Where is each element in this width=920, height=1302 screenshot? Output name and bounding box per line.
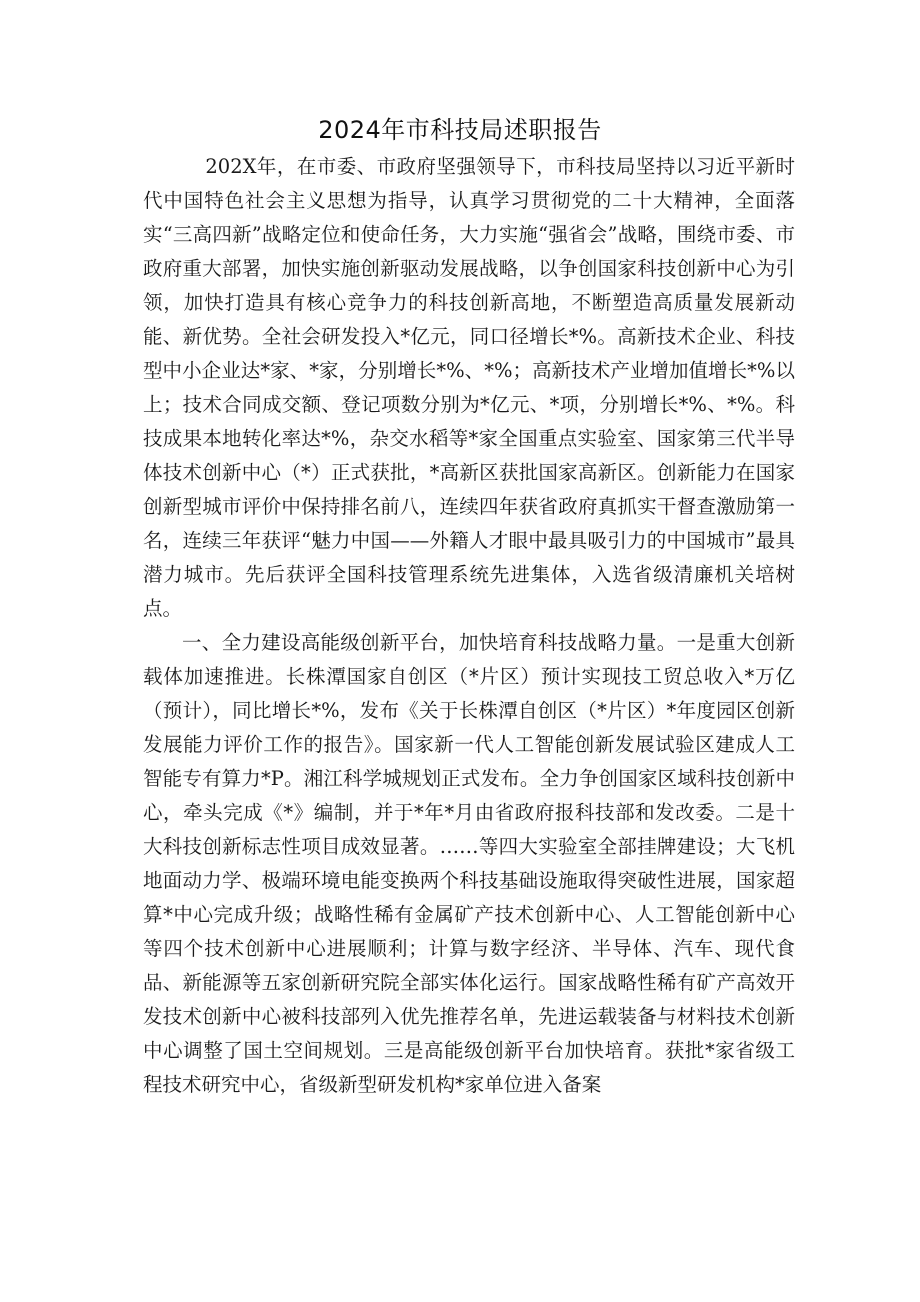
- paragraph-section-one: 一、全力建设高能级创新平台，加快培育科技战略力量。一是重大创新载体加速推进。长株潭国家自创区（*片区）预计实现技工贸总收入*万亿（预计），同比增长*%，发布《关于长株潭自创区（*片区）*年度园区创新发展能力评价工作的报告》。国家新一代人工智能创新发展试验区建成人工智能专有算力*P。湘江科学城规划正式发布。全力争创国家区域科技创新中心，牵头完成《*》编制，并于*年*月由省政府报科技部和发改委。二是十大科技创新标志性项目成效显著。……等四大实验室全部挂牌建设；大飞机地面动力学、极端环境电能变换两个科技基础设施取得突破性进展，国家超算*中心完成升级；战略性稀有金属矿产技术创新中心、人工智能创新中心等四个技术创新中心进展顺利；计算与数字经济、半导体、汽车、现代食品、新能源等五家创新研究院全部实体化运行。国家战略性稀有矿产高效开发技术创新中心被科技部列入优先推荐名单，先进运载装备与材料技术创新中心调整了国土空间规划。三是高能级创新平台加快培育。获批*家省级工程技术研究中心，省级新型研发机构*家单位进入备案: [143, 631, 795, 1096]
- paragraph-intro: 202X年，在市委、市政府坚强领导下，市科技局坚持以习近平新时代中国特色社会主义思想为指导，认真学习贯彻党的二十大精神，全面落实“三高四新”战略定位和使命任务，大力实施“强省会”战略，围绕市委、市政府重大部署，加快实施创新驱动发展战略，以争创国家科技创新中心为引领，加快打造具有核心竞争力的科技创新高地，不断塑造高质量发展新动能、新优势。全社会研发投入*亿元，同口径增长*%。高新技术企业、科技型中小企业达*家、*家，分别增长*%、*%；高新技术产业增加值增长*%以上；技术合同成交额、登记项数分别为*亿元、*项，分别增长*%、*%。科技成果本地转化率达*%，杂交水稻等*家全国重点实验室、国家第三代半导体技术创新中心（*）正式获批，*高新区获批国家高新区。创新能力在国家创新型城市评价中保持排名前八，连续四年获省政府真抓实干督查激励第一名，连续三年获评“魅力中国——外籍人才眼中最具吸引力的中国城市”最具潜力城市。先后获评全国科技管理系统先进集体，入选省级清廉机关培树点。: [143, 155, 795, 620]
- document-title: 2024年市科技局述职报告: [318, 116, 602, 144]
- document-body: [143, 150, 795, 1102]
